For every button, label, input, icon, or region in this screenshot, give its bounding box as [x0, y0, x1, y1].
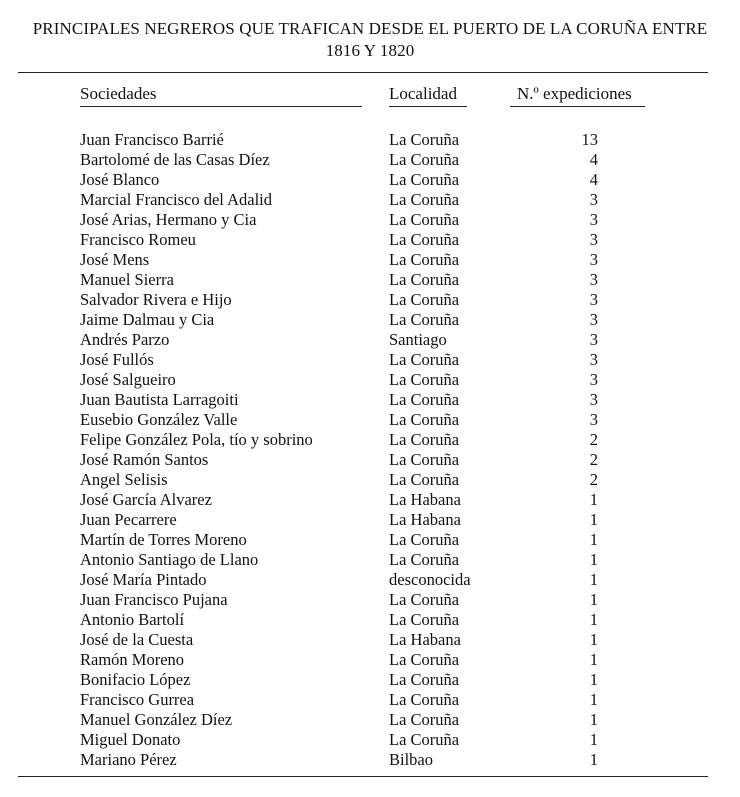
table-row — [0, 610, 740, 630]
row-name: Felipe González Pola, tío y sobrino — [80, 430, 313, 449]
table-row — [0, 250, 740, 270]
row-location: La Coruña — [389, 650, 460, 669]
row-count: 3 — [589, 350, 598, 369]
table-row — [0, 590, 740, 610]
row-location: La Coruña — [389, 410, 460, 429]
row-name: Juan Bautista Larragoiti — [80, 390, 239, 409]
row-location: La Coruña — [389, 130, 460, 149]
row-location: La Habana — [389, 630, 461, 649]
row-name: José Arias, Hermano y Cia — [80, 210, 257, 229]
table-row — [0, 210, 740, 230]
row-name: Jaime Dalmau y Cia — [80, 310, 215, 329]
row-count: 2 — [589, 470, 598, 489]
table-row — [0, 530, 740, 550]
table-row — [0, 430, 740, 450]
table-row — [0, 270, 740, 290]
row-location: La Coruña — [389, 170, 460, 189]
table-row — [0, 330, 740, 350]
row-location: La Coruña — [389, 690, 460, 709]
row-name: Juan Pecarrere — [80, 510, 177, 529]
table-row — [0, 490, 740, 510]
row-location: La Habana — [389, 490, 461, 509]
row-location: La Coruña — [389, 190, 460, 209]
table-row — [0, 370, 740, 390]
table-row — [0, 170, 740, 190]
row-name: José Blanco — [80, 170, 160, 189]
row-location: La Coruña — [389, 710, 460, 729]
row-location: La Coruña — [389, 350, 460, 369]
row-name: Salvador Rivera e Hijo — [80, 290, 232, 309]
header-expediciones: N.º expediciones — [517, 84, 632, 103]
table-row — [0, 470, 740, 490]
table-row — [0, 290, 740, 310]
row-count: 3 — [589, 290, 598, 309]
row-name: José Mens — [80, 250, 150, 269]
title-line-2: 1816 Y 1820 — [325, 41, 415, 60]
row-count: 1 — [589, 610, 598, 629]
bottom-rule — [18, 776, 708, 777]
row-count: 1 — [589, 670, 598, 689]
row-name: Ramón Moreno — [80, 650, 185, 669]
row-location: La Coruña — [389, 590, 460, 609]
row-count: 2 — [589, 450, 598, 469]
row-location: La Coruña — [389, 470, 460, 489]
row-count: 3 — [589, 330, 598, 349]
row-count: 1 — [589, 490, 598, 509]
row-name: José María Pintado — [80, 570, 207, 589]
row-count: 1 — [589, 710, 598, 729]
row-location: La Coruña — [389, 450, 460, 469]
row-location: La Coruña — [389, 230, 460, 249]
row-count: 1 — [589, 630, 598, 649]
table-row — [0, 650, 740, 670]
table-row — [0, 670, 740, 690]
row-name: Angel Selisis — [80, 470, 168, 489]
table-row — [0, 190, 740, 210]
row-location: La Coruña — [389, 670, 460, 689]
table-row — [0, 510, 740, 530]
row-name: Francisco Romeu — [80, 230, 196, 249]
row-count: 1 — [589, 590, 598, 609]
row-count: 3 — [589, 210, 598, 229]
row-name: Juan Francisco Pujana — [80, 590, 228, 609]
row-count: 1 — [589, 570, 598, 589]
row-location: La Habana — [389, 510, 461, 529]
table-row — [0, 230, 740, 250]
page-title — [0, 18, 740, 62]
row-count: 3 — [589, 370, 598, 389]
row-location: La Coruña — [389, 430, 460, 449]
row-count: 3 — [589, 230, 598, 249]
row-count: 3 — [589, 390, 598, 409]
table-body — [0, 130, 740, 770]
row-location: La Coruña — [389, 730, 460, 749]
top-rule — [18, 72, 708, 73]
row-location: Bilbao — [389, 750, 433, 769]
header-localidad: Localidad — [389, 84, 457, 103]
row-count: 1 — [589, 750, 598, 769]
table-row — [0, 750, 740, 770]
row-name: Manuel González Díez — [80, 710, 233, 729]
row-name: José de la Cuesta — [80, 630, 194, 649]
row-count: 1 — [589, 730, 598, 749]
row-count: 4 — [589, 170, 598, 189]
row-name: Bonifacio López — [80, 670, 191, 689]
table-row — [0, 730, 740, 750]
row-name: Manuel Sierra — [80, 270, 174, 289]
row-name: Antonio Santiago de Llano — [80, 550, 259, 569]
row-count: 1 — [589, 690, 598, 709]
row-location: La Coruña — [389, 550, 460, 569]
table-row — [0, 130, 740, 150]
row-name: Eusebio González Valle — [80, 410, 238, 429]
row-name: Antonio Bartolí — [80, 610, 185, 629]
row-name: Juan Francisco Barrié — [80, 130, 224, 149]
row-count: 1 — [589, 530, 598, 549]
table-row — [0, 550, 740, 570]
table-row — [0, 390, 740, 410]
row-count: 2 — [589, 430, 598, 449]
row-count: 13 — [581, 130, 598, 149]
header-underline-sociedades — [80, 106, 362, 107]
row-location: La Coruña — [389, 150, 460, 169]
table-row — [0, 630, 740, 650]
row-name: José Fullós — [80, 350, 154, 369]
row-name: José Salgueiro — [80, 370, 176, 389]
table-row — [0, 570, 740, 590]
row-count: 4 — [589, 150, 598, 169]
row-name: Marcial Francisco del Adalid — [80, 190, 272, 209]
table-row — [0, 350, 740, 370]
header-sociedades: Sociedades — [80, 84, 157, 103]
row-location: La Coruña — [389, 290, 460, 309]
row-name: Andrés Parzo — [80, 330, 170, 349]
row-name: Francisco Gurrea — [80, 690, 195, 709]
row-name: Miguel Donato — [80, 730, 181, 749]
table-row — [0, 690, 740, 710]
header-underline-expediciones — [510, 106, 645, 107]
title-line-1: PRINCIPALES NEGREROS QUE TRAFICAN DESDE EL PUERTO DE LA CORUÑA ENTRE — [32, 19, 708, 38]
row-location: La Coruña — [389, 210, 460, 229]
row-location: La Coruña — [389, 610, 460, 629]
table-row — [0, 410, 740, 430]
row-count: 3 — [589, 190, 598, 209]
row-location: La Coruña — [389, 390, 460, 409]
row-location: La Coruña — [389, 370, 460, 389]
row-count: 1 — [589, 650, 598, 669]
row-name: Mariano Pérez — [80, 750, 177, 769]
header-underline-localidad — [389, 106, 467, 107]
row-count: 3 — [589, 410, 598, 429]
row-count: 3 — [589, 310, 598, 329]
row-name: Martín de Torres Moreno — [80, 530, 247, 549]
row-location: La Coruña — [389, 310, 460, 329]
row-location: Santiago — [389, 330, 447, 349]
row-location: desconocida — [389, 570, 471, 589]
row-location: La Coruña — [389, 270, 460, 289]
table-row — [0, 150, 740, 170]
row-name: José Ramón Santos — [80, 450, 209, 469]
row-location: La Coruña — [389, 530, 460, 549]
row-location: La Coruña — [389, 250, 460, 269]
table-row — [0, 310, 740, 330]
row-count: 1 — [589, 550, 598, 569]
row-count: 3 — [589, 250, 598, 269]
table-row — [0, 710, 740, 730]
row-count: 3 — [589, 270, 598, 289]
row-count: 1 — [589, 510, 598, 529]
table-row — [0, 450, 740, 470]
row-name: Bartolomé de las Casas Díez — [80, 150, 270, 169]
row-name: José García Alvarez — [80, 490, 212, 509]
